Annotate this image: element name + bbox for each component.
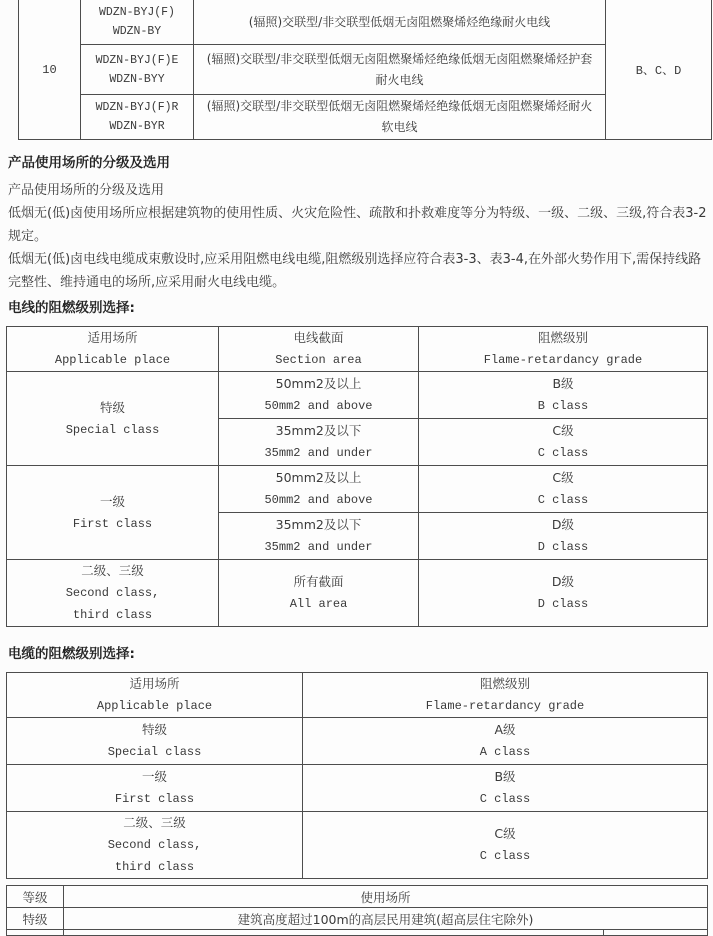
usage-place-cell: 使用场所 — [64, 886, 708, 908]
extra-cell — [604, 930, 708, 936]
header-zh: 阻燃级别 — [537, 330, 588, 345]
place-zh: 一级 — [141, 769, 167, 784]
place-en: third class — [72, 608, 153, 622]
section-zh: 50mm2及以上 — [275, 376, 362, 391]
grade-cell — [303, 718, 708, 765]
grade-label-cell: 等级 — [7, 886, 64, 908]
table-header-row — [7, 673, 708, 718]
section-en: 50mm2 and above — [264, 493, 373, 507]
section-zh: 所有截面 — [293, 574, 344, 589]
usage-place-cell: 建筑高度超过100m的高层民用建筑(超高层住宅除外) — [64, 908, 708, 930]
table-row — [7, 372, 708, 419]
header-en: Flame-retardancy grade — [425, 699, 585, 713]
section-area-cell — [219, 560, 419, 627]
place-cell — [7, 812, 303, 879]
header-en: Section area — [275, 353, 362, 367]
place-en: Second class, — [107, 838, 202, 852]
usage-place-grade-table — [6, 885, 708, 936]
grade-en: B class — [537, 399, 589, 413]
header-zh: 适用场所 — [87, 330, 138, 345]
model-name: WDZN-BYJ(F) — [99, 6, 175, 19]
place-zh: 二级、三级 — [123, 815, 186, 830]
place-cell — [7, 466, 219, 560]
table-row — [7, 765, 708, 812]
heading-wire-flame-grade-selection: 电线的阻燃级别选择: — [8, 300, 135, 316]
grade-label-cell — [7, 930, 64, 936]
paragraph-usage-classification: 产品使用场所的分级及选用 — [8, 183, 165, 198]
place-en: Second class, — [65, 586, 160, 600]
paragraph-bundled-laying: 低烟无(低)卤电线电缆成束敷设时,应采用阻燃电线电缆,阻燃级别选择应符合表3-3、表3-4,在外部火势作用下,需保持线路完整性、维持通电的场所,应采用耐火电线电缆。 — [8, 252, 702, 290]
model-name: WDZN-BY — [112, 25, 162, 38]
table-header-row — [7, 886, 708, 908]
grade-en: C class — [537, 493, 589, 507]
model-name: WDZN-BYJ(F)R — [95, 101, 179, 114]
grade-zh: D级 — [551, 574, 575, 589]
header-flame-grade — [303, 673, 708, 718]
place-en: First class — [72, 516, 153, 531]
header-applicable-place — [7, 673, 303, 718]
place-en: third class — [114, 860, 195, 874]
header-zh: 适用场所 — [129, 676, 180, 691]
grade-en: A class — [479, 745, 531, 759]
section-zh: 35mm2及以下 — [275, 517, 362, 532]
place-cell — [7, 765, 303, 812]
grade-zh: C级 — [552, 423, 574, 438]
table-row — [7, 812, 708, 879]
place-cell — [7, 372, 219, 466]
header-en: Applicable place — [96, 699, 213, 713]
section-zh: 50mm2及以上 — [275, 470, 362, 485]
section-en: 35mm2 and under — [264, 446, 373, 460]
grade-cell — [419, 513, 708, 560]
model-cell — [81, 95, 194, 140]
grade-zh: C级 — [494, 826, 516, 841]
row-number: 10 — [42, 62, 57, 77]
header-applicable-place — [7, 327, 219, 372]
grade-cell — [419, 560, 708, 627]
table-row — [7, 908, 708, 930]
grade-cell — [419, 419, 708, 466]
table-row — [7, 466, 708, 513]
table-header-row — [7, 327, 708, 372]
section-en: 50mm2 and above — [264, 399, 373, 413]
place-zh: 一级 — [99, 493, 125, 509]
row-number-cell — [19, 0, 81, 140]
burning-grade-cell: B、C、D — [606, 0, 712, 140]
table-row — [7, 718, 708, 765]
place-zh: 二级、三级 — [81, 563, 144, 578]
description-cell: (辐照)交联型/非交联型低烟无卤阻燃聚烯烃绝缘耐火电线 — [194, 0, 606, 45]
place-zh: 特级 — [141, 722, 167, 737]
grade-cell — [303, 765, 708, 812]
paragraph-place-grades: 低烟无(低)卤使用场所应根据建筑物的使用性质、火灾危险性、疏散和扑救难度等分为特级、一级、二级、三级,符合表3-2规定。 — [8, 206, 707, 244]
header-zh: 阻燃级别 — [479, 676, 530, 691]
grade-zh: D级 — [551, 517, 575, 532]
header-zh: 电线截面 — [293, 330, 344, 345]
model-name: WDZN-BYY — [109, 72, 165, 86]
header-flame-grade — [419, 327, 708, 372]
grade-en: C class — [479, 792, 531, 806]
grade-en: D class — [537, 597, 589, 611]
model-cell — [81, 0, 194, 45]
place-cell — [7, 718, 303, 765]
model-name: WDZN-BYR — [109, 120, 165, 133]
grade-zh: A级 — [494, 722, 516, 737]
grade-label-cell: 特级 — [7, 908, 64, 930]
grade-zh: C级 — [552, 470, 574, 485]
section-area-cell — [219, 513, 419, 560]
cable-flame-retardancy-table — [6, 672, 708, 879]
wire-flame-retardancy-table — [6, 326, 708, 627]
product-model-table — [18, 0, 712, 140]
place-cell — [7, 560, 219, 627]
section-heading-usage-classification: 产品使用场所的分级及选用 — [8, 155, 170, 171]
description-cell: (辐照)交联型/非交联型低烟无卤阻燃聚烯烃绝缘低烟无卤阻燃聚烯烃护套耐火电线 — [194, 45, 606, 95]
usage-place-cell — [64, 930, 604, 936]
grade-en: C class — [479, 849, 531, 863]
grade-cell — [419, 466, 708, 513]
grade-cell — [419, 372, 708, 419]
description-cell: (辐照)交联型/非交联型低烟无卤阻燃聚烯烃绝缘低烟无卤阻燃聚烯烃耐火软电线 — [194, 95, 606, 140]
place-zh: 特级 — [99, 399, 125, 415]
place-en: Special class — [65, 422, 160, 437]
header-section-area — [219, 327, 419, 372]
heading-cable-flame-grade-selection: 电缆的阻燃级别选择: — [8, 646, 135, 662]
table-row — [7, 560, 708, 627]
section-area-cell — [219, 419, 419, 466]
grade-zh: B级 — [552, 376, 574, 391]
section-zh: 35mm2及以下 — [275, 423, 362, 438]
cut-off-row — [7, 930, 708, 936]
section-en: 35mm2 and under — [264, 540, 373, 554]
grade-en: D class — [537, 540, 589, 554]
section-area-cell — [219, 372, 419, 419]
section-en: All area — [289, 597, 348, 611]
section-area-cell — [219, 466, 419, 513]
grade-en: C class — [537, 446, 589, 460]
grade-zh: B级 — [494, 769, 516, 784]
table-row — [19, 0, 712, 45]
header-en: Applicable place — [54, 353, 171, 367]
place-en: Special class — [107, 745, 202, 759]
place-en: First class — [114, 792, 195, 806]
grade-cell — [303, 812, 708, 879]
model-cell — [81, 45, 194, 95]
model-name: WDZN-BYJ(F)E — [95, 53, 179, 67]
header-en: Flame-retardancy grade — [483, 353, 643, 367]
